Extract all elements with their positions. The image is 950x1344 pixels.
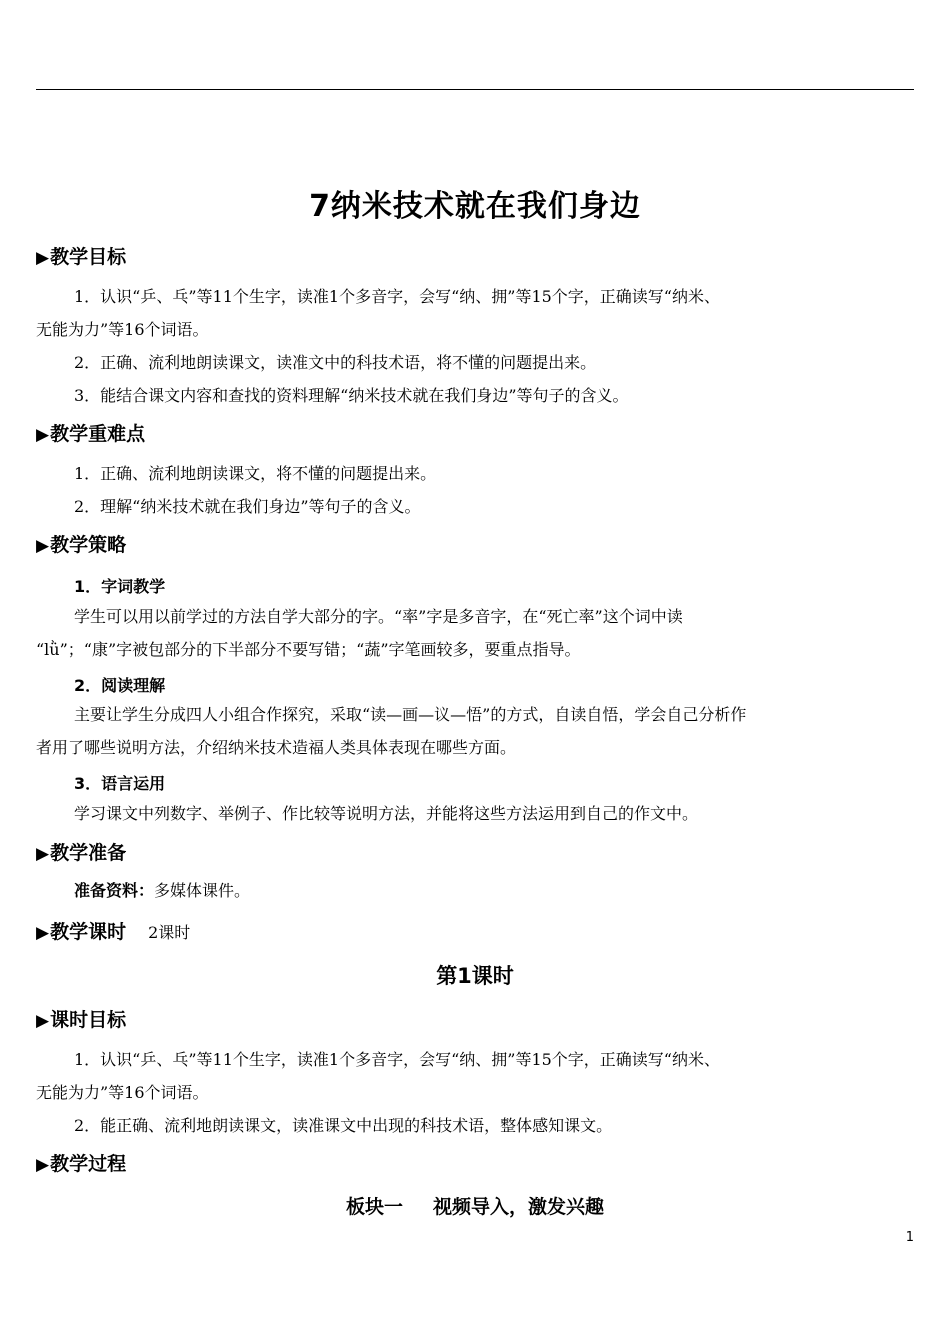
key-points-item1: 1．正确、流利地朗读课文，将不懂的问题提出来。 — [74, 464, 437, 483]
section-heading-lesson-goals: ▶课时目标 — [36, 1009, 127, 1031]
block1-text: 视频导入，激发兴趣 — [433, 1196, 605, 1218]
block1-label: 板块一 — [345, 1196, 403, 1218]
goals-item1-line2: 无能为力”等16个词语。 — [36, 320, 209, 339]
triangle-bullet-icon: ▶ — [36, 1155, 50, 1175]
strategy-sub1-line1: 学生可以用以前学过的方法自学大部分的字。“率”字是多音字，在“死亡率”这个词中读 — [74, 607, 683, 626]
header-rule — [36, 89, 914, 90]
goals-item2: 2．正确、流利地朗读课文，读准文中的科技术语，将不懂的问题提出来。 — [74, 353, 597, 372]
strategy-sub2-line1: 主要让学生分成四人小组合作探究，采取“读—画—议—悟”的方式，自读自悟，学会自己分析作 — [74, 705, 747, 724]
triangle-bullet-icon: ▶ — [36, 844, 50, 864]
triangle-bullet-icon: ▶ — [36, 248, 50, 268]
triangle-bullet-icon: ▶ — [36, 1011, 50, 1031]
block1-heading — [0, 1192, 950, 1219]
page-number: 1 — [905, 1230, 914, 1245]
strategy-sub2-line2: 者用了哪些说明方法，介绍纳米技术造福人类具体表现在哪些方面。 — [36, 738, 517, 757]
triangle-bullet-icon: ▶ — [36, 923, 50, 943]
key-points-item2: 2．理解“纳米技术就在我们身边”等句子的含义。 — [74, 497, 421, 516]
page-title: 7纳米技术就在我们身边 — [309, 189, 641, 224]
preparation-line — [74, 874, 250, 907]
strategy-sub3-heading: 3．语言运用 — [74, 774, 166, 793]
preparation-label: 准备资料： — [74, 881, 155, 900]
section-heading-goals: ▶教学目标 — [36, 246, 127, 268]
section-heading-strategy: ▶教学策略 — [36, 534, 127, 556]
section-heading-preparation: ▶教学准备 — [36, 842, 127, 864]
strategy-sub2-heading: 2．阅读理解 — [74, 676, 166, 695]
section-heading-class-hours: ▶教学课时 2课时 — [36, 921, 191, 943]
triangle-bullet-icon: ▶ — [36, 425, 50, 445]
strategy-sub1-heading: 1．字词教学 — [74, 577, 166, 596]
triangle-bullet-icon: ▶ — [36, 536, 50, 556]
goals-item1-line1: 1．认识“乒、乓”等11个生字，读准1个多音字，会写“纳、拥”等15个字，正确读写“纳米、 — [74, 287, 720, 306]
lesson-goals-item2: 2．能正确、流利地朗读课文，读准课文中出现的科技术语，整体感知课文。 — [74, 1116, 613, 1135]
section-heading-process: ▶教学过程 — [36, 1153, 127, 1175]
strategy-sub1-line2: “lǜ”；“康”字被包部分的下半部分不要写错；“蔬”字笔画较多，要重点指导。 — [36, 640, 581, 659]
lesson-goals-item1-line1: 1．认识“乒、乓”等11个生字，读准1个多音字，会写“纳、拥”等15个字，正确读写“纳米、 — [74, 1050, 720, 1069]
goals-item3: 3．能结合课文内容和查找的资料理解“纳米技术就在我们身边”等句子的含义。 — [74, 386, 629, 405]
lesson-goals-item1-line2: 无能为力”等16个词语。 — [36, 1083, 209, 1102]
section-heading-key-points: ▶教学重难点 — [36, 423, 146, 445]
lesson-title: 第1课时 — [436, 964, 514, 988]
preparation-value: 多媒体课件。 — [154, 881, 251, 900]
strategy-sub3-line1: 学习课文中列数字、举例子、作比较等说明方法，并能将这些方法运用到自己的作文中。 — [74, 804, 699, 823]
class-hours-value: 2课时 — [148, 923, 191, 942]
